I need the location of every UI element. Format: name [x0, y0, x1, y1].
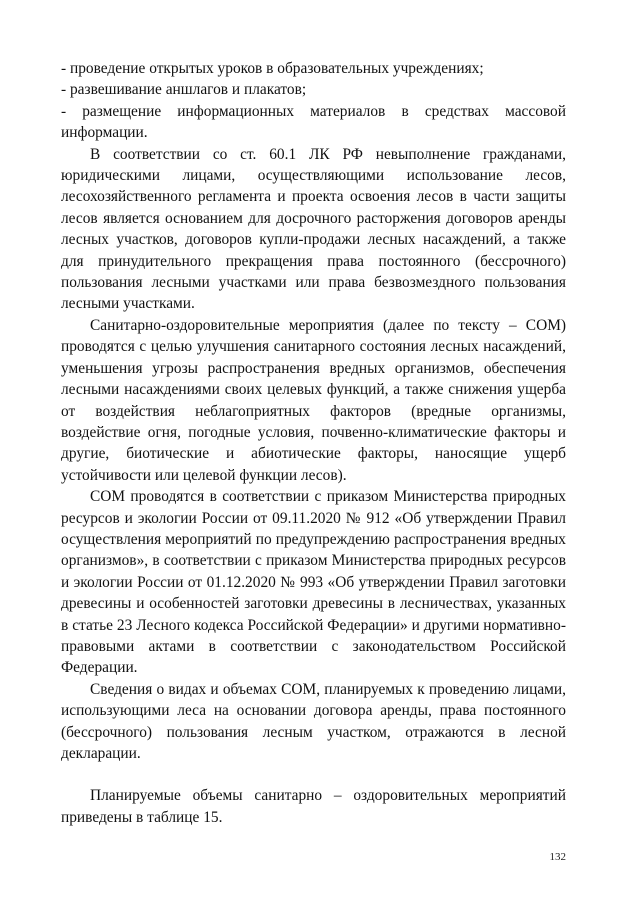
paragraph-som-definition: Санитарно-оздоровительные мероприятия (далее по тексту – СОМ) проводятся с целью улучшения санитарного состояния лесных насаждений, уменьшения угрозы распространения вредных организмов, обеспечения лесными насаждениями своих целевых функций, а также снижения ущерба от воздействия неблагоприятных факторов (вредные организмы, воздействие огня, погодные условия, почвенно-климатические факторы и другие, биотические и абиотические факторы, наносящие ущерб устойчивости или целевой функции лесов).: [61, 316, 566, 484]
page-number: 132: [549, 851, 566, 863]
bullet-open-lessons: - проведение открытых уроков в образовательных учреждениях;: [61, 60, 484, 77]
paragraph-som-declaration: Сведения о видах и объемах СОМ, планируемых к проведению лицами, использующими леса на основании договора аренды, права постоянного (бессрочного) пользования лесным участком, отражаются в лесной декларации.: [61, 680, 566, 762]
paragraph-table-reference: Планируемые объемы санитарно – оздоровительных мероприятий приведены в таблице 15.: [61, 787, 566, 826]
paragraph-som-regulations: СОМ проводятся в соответствии с приказом Министерства природных ресурсов и экологии России от 09.11.2020 № 912 «Об утверждении Правил осуществления мероприятий по предупреждению распространения вредных организмов», в соответствии с приказом Министерства природных ресурсов и экологии России от 01.12.2020 № 993 «Об утверждении Правил заготовки древесины и особенностей заготовки древесины в лесничествах, указанных в статье 23 Лесного кодекса Российской Федерации» и другими нормативно-правовыми актами в соответствии с законодательством Российской Федерации.: [61, 488, 566, 677]
bullet-media: - размещение информационных материалов в средствах массовой информации.: [61, 102, 566, 142]
paragraph-spacer: [61, 764, 566, 785]
bullet-posters: - развешивание аншлагов и плакатов;: [61, 81, 307, 99]
document-page: [61, 58, 566, 828]
paragraph-article-60-1: В соответствии со ст. 60.1 ЛК РФ невыполнение гражданами, юридическими лицами, осуществляющими использование лесов, лесохозяйственного регламента и проекта освоения лесов в части защиты лесов является основанием для досрочного расторжения договоров аренды лесных участков, договоров купли-продажи лесных насаждений, а также для принудительного прекращения права постоянного (бессрочного) пользования лесными участками или права безвозмездного пользования лесными участками.: [61, 145, 566, 313]
